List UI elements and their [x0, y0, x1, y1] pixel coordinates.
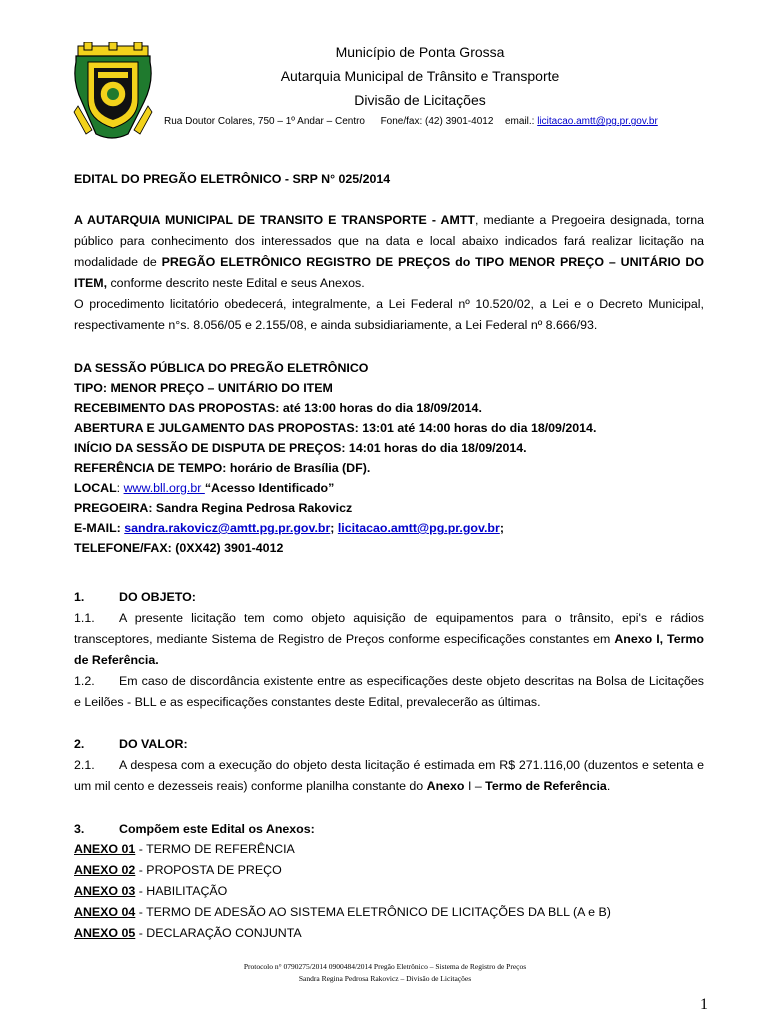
item-2-1-text: A despesa com a execução do objeto desta licitação é estimada em R$ 271.116,00 (duzentos e setenta e um mil cento e dezesseis reais) conforme planilha constante do — [74, 758, 704, 793]
section-2-number: 2. — [74, 737, 85, 751]
session-referencia — [74, 458, 704, 478]
session-recebimento — [74, 398, 704, 418]
header-autarquia: Autarquia Municipal de Trânsito e Transporte — [280, 68, 560, 84]
item-2-1 — [74, 755, 704, 797]
header-phone: Fone/fax: (42) 3901-4012 — [380, 116, 494, 127]
header-email-label: email.: — [504, 116, 535, 127]
item-1-2-number: 1.2. — [74, 674, 95, 688]
item-1-1-number: 1.1. — [74, 611, 95, 625]
local-sep: : — [116, 481, 124, 495]
session-email — [74, 518, 704, 538]
section-1-heading — [74, 590, 196, 604]
annex-text: - HABILITAÇÃO — [135, 884, 228, 898]
local-value: “Acesso Identificado” — [204, 481, 335, 495]
section-2-title: DO VALOR: — [119, 737, 188, 751]
local-link[interactable]: www.bll.org.br — [123, 481, 205, 495]
page-number: 1 — [700, 996, 708, 1013]
referencia-label: REFERÊNCIA DE TEMPO — [74, 461, 223, 475]
intro-org: A AUTARQUIA MUNICIPAL DE TRANSITO E TRANSPORTE - AMTT — [74, 213, 475, 227]
recebimento-label: RECEBIMENTO DAS PROPOSTAS — [74, 401, 276, 415]
header-division: Divisão de Licitações — [354, 92, 486, 108]
header-municipality: Município de Ponta Grossa — [335, 44, 505, 60]
section-3-heading — [74, 822, 315, 836]
section-1-title: DO OBJETO: — [119, 590, 196, 604]
annex-text: - PROPOSTA DE PREÇO — [135, 863, 282, 877]
header-address: Rua Doutor Colares, 750 – 1º Andar – Centro — [164, 116, 365, 127]
session-block — [74, 358, 704, 558]
annex-label: ANEXO 01 — [74, 842, 136, 856]
session-heading: DA SESSÃO PÚBLICA DO PREGÃO ELETRÔNICO — [74, 361, 369, 375]
annex-item — [74, 842, 295, 856]
header-email-link[interactable]: licitacao.amtt@pg.pr.gov.br — [537, 116, 658, 127]
email-end: ; — [499, 521, 504, 535]
annex-text: - DECLARAÇÃO CONJUNTA — [135, 926, 302, 940]
annex-label: ANEXO 02 — [74, 863, 136, 877]
header-address-line — [164, 116, 658, 127]
email-link-1[interactable]: sandra.rakovicz@amtt.pg.pr.gov.br — [124, 521, 331, 535]
intro-text-2: conforme descrito neste Edital e seus Anexos. — [107, 276, 365, 290]
item-2-1-number: 2.1. — [74, 758, 95, 772]
intro-modality: PREGÃO ELETRÔNICO REGISTRO DE PREÇOS do TIPO MENOR PREÇO – UNITÁRIO DO ITEM, — [74, 255, 705, 290]
annex-item — [74, 905, 611, 919]
referencia-value: : horário de Brasília (DF). — [222, 461, 371, 475]
section-1-number: 1. — [74, 590, 85, 604]
inicio-label: INÍCIO DA SESSÃO DE DISPUTA DE PREÇOS — [74, 441, 342, 455]
inicio-value: : 14:01 horas do dia 18/09/2014. — [341, 441, 527, 455]
section-3-number: 3. — [74, 822, 85, 836]
footer-signature: Sandra Regina Pedrosa Rakovicz – Divisão de Licitações — [298, 974, 472, 983]
coat-of-arms-logo — [72, 42, 154, 142]
section-2-heading — [74, 737, 188, 751]
annex-text: - TERMO DE ADESÃO AO SISTEMA ELETRÔNICO DE LICITAÇÕES DA BLL (A e B) — [135, 905, 611, 919]
session-abertura: ABERTURA E JULGAMENTO DAS PROPOSTAS: 13:01 até 14:00 horas do dia 18/09/2014. — [74, 421, 597, 435]
item-2-1-end: . — [606, 779, 611, 793]
session-local — [74, 478, 704, 498]
local-label: LOCAL — [74, 481, 117, 495]
item-2-1-termo: Termo de Referência — [485, 779, 607, 793]
email-link-2[interactable]: licitacao.amtt@pg.pr.gov.br — [337, 521, 500, 535]
annex-item — [74, 926, 302, 940]
annex-item — [74, 884, 227, 898]
item-1-1-text: A presente licitação tem como objeto aquisição de equipamentos para o trânsito, epi's e rádios transceptores, mediante Sistema de Registro de Preços conforme especificações constantes em — [74, 611, 704, 646]
annex-label: ANEXO 05 — [74, 926, 136, 940]
section-3-title: Compõem este Edital os Anexos: — [119, 822, 315, 836]
annex-label: ANEXO 03 — [74, 884, 136, 898]
intro-paragraph-2: O procedimento licitatório obedecerá, integralmente, a Lei Federal nº 10.520/02, a Lei e o Decreto Municipal, respectivamente n°s. 8.056/05 e 2.155/08, e ainda subsidiariamente, a Lei Federal nº 8.666/93. — [74, 297, 704, 332]
document-title: EDITAL DO PREGÃO ELETRÔNICO - SRP N° 025/2014 — [74, 172, 391, 186]
item-2-1-mid: I – — [464, 779, 486, 793]
session-tipo: TIPO: MENOR PREÇO – UNITÁRIO DO ITEM — [74, 381, 333, 395]
session-telefone: TELEFONE/FAX: (0XX42) 3901-4012 — [74, 541, 284, 555]
intro-section — [74, 210, 704, 336]
session-pregoeira: PREGOEIRA: Sandra Regina Pedrosa Rakovicz — [74, 501, 353, 515]
item-1-1-bold: Anexo I, Termo de Referência. — [74, 632, 705, 667]
intro-paragraph — [74, 210, 704, 294]
email-sep: ; — [330, 521, 338, 535]
item-1-1 — [74, 608, 704, 671]
intro-text-1: , mediante a Pregoeira designada, torna público para conhecimento dos interessados que na data e local abaixo indicados fará realizar licitação na modalidade de — [74, 213, 704, 269]
item-1-2 — [74, 671, 704, 713]
email-label: E-MAIL: — [74, 521, 125, 535]
item-2-1-anexo: Anexo — [426, 779, 465, 793]
annex-item — [74, 863, 282, 877]
footer-protocol: Protocolo n° 0790275/2014 0900484/2014 Pregão Eletrônico – Sistema de Registro de Preços — [243, 962, 527, 971]
recebimento-value: : até 13:00 horas do dia 18/09/2014. — [275, 401, 482, 415]
session-inicio — [74, 438, 704, 458]
annex-text: - TERMO DE REFERÊNCIA — [135, 842, 295, 856]
item-1-2-text: Em caso de discordância existente entre as especificações deste objeto descritas na Bolsa de Licitações e Leilões - BLL e as especificações constantes deste Edital, prevalecerão as últimas. — [74, 674, 704, 709]
annex-label: ANEXO 04 — [74, 905, 136, 919]
